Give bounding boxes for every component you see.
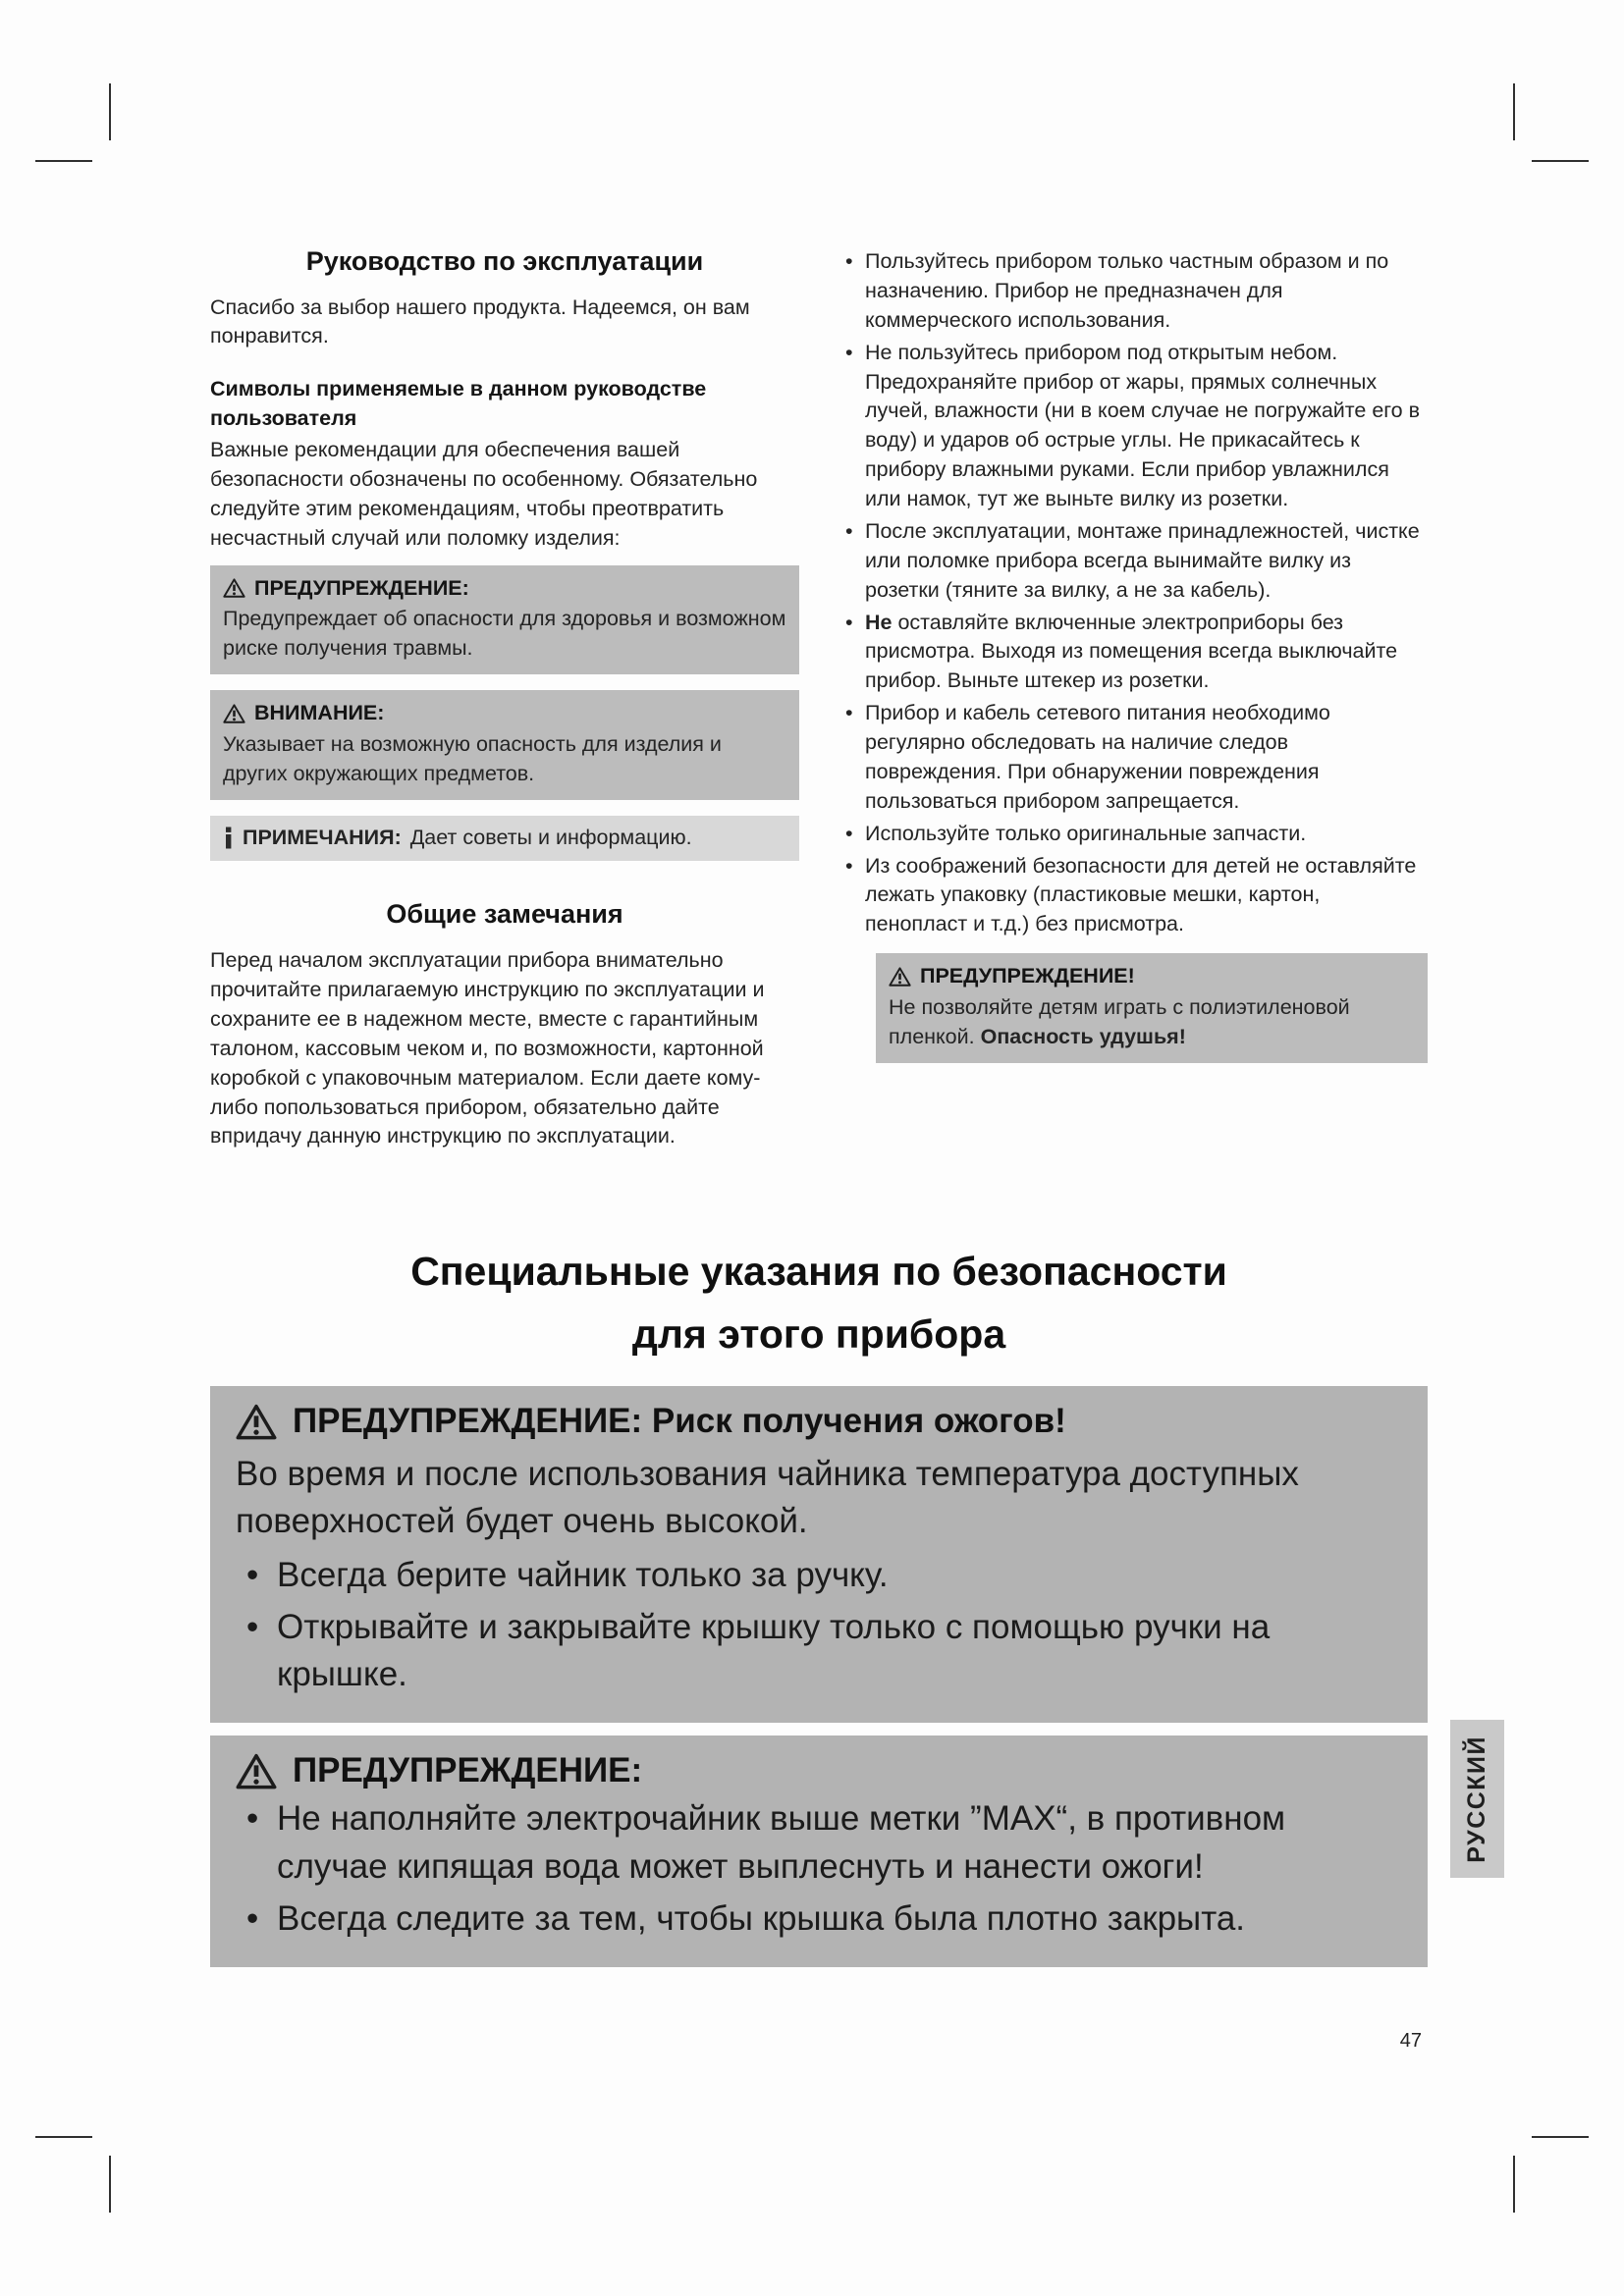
- note-box-title: ПРИМЕЧАНИЯ:: [243, 825, 402, 849]
- intro-paragraph: Спасибо за выбор нашего продукта. Надеемся, он вам понравится.: [210, 294, 750, 348]
- symbols-paragraph: Важные рекомендации для обеспечения вашей безопасности обозначены по особенному. Обязательно следуйте этим рекомендациям, чтобы преотвратить несчастный случай или поломку изделия:: [210, 438, 758, 550]
- safety-list-item: • Не пользуйтесь прибором под открытым небом. Предохраняйте прибор от жары, прямых солнечных лучей, влажности (ни в коем случае не погружайте его в воду) и ударов об острые углы. Не прикасайтесь к прибору влажными руками. Если прибор увлажнился или намок, тут же выньте вилку из розетки.: [839, 339, 1428, 514]
- language-tab-label: РУССКИЙ: [1463, 1735, 1490, 1863]
- general-remarks-paragraph: Перед началом эксплуатации прибора внимательно прочитайте прилагаемую инструкцию по эксплуатации и сохраните ее в надежном месте, вместе с гарантийным талоном, кассовым чеком и, по возможности, картонной коробкой с упаковочным материалом. Если даете кому-либо попользоваться прибором, обязательно дайте впридачу данную инструкцию по эксплуатации.: [210, 948, 765, 1148]
- warning-icon: [236, 1404, 277, 1440]
- crop-mark: [109, 2156, 111, 2213]
- suffocation-warning-title-row: [889, 962, 1415, 991]
- crop-mark: [1513, 2156, 1515, 2213]
- burn-risk-title-row: [236, 1402, 1402, 1441]
- page-number: 47: [1399, 2030, 1422, 2052]
- caution-box-text: Указывает на возможную опасность для изделия и других окружающих предметов.: [223, 732, 722, 785]
- burn-risk-item: • Всегда берите чайник только за ручку.: [236, 1552, 1402, 1599]
- warning-box-title-row: [223, 574, 786, 604]
- suffocation-warning-box: [876, 953, 1428, 1063]
- special-warning-boxes: [210, 1386, 1428, 1967]
- crop-mark: [1513, 83, 1515, 140]
- safety-list-item: • Не оставляйте включенные электроприборы без присмотра. Выходя из помещения всегда выключайте прибор. Выньте штекер из розетки.: [839, 609, 1428, 697]
- crop-mark: [35, 160, 92, 162]
- burn-risk-warning-box: [210, 1386, 1428, 1723]
- page-title: Руководство по эксплуатации: [305, 246, 704, 276]
- crop-mark: [109, 83, 111, 140]
- info-icon: [223, 827, 234, 849]
- max-fill-item: • Всегда следите за тем, чтобы крышка была плотно закрыта.: [236, 1896, 1402, 1943]
- max-fill-warning-box: [210, 1735, 1428, 1967]
- note-definition-box: [210, 816, 799, 861]
- suffocation-warning-title: ПРЕДУПРЕЖДЕНИЕ!: [920, 964, 1135, 988]
- language-tab: [1450, 1720, 1504, 1878]
- burn-risk-title: ПРЕДУПРЕЖДЕНИЕ: Риск получения ожогов!: [293, 1402, 1066, 1440]
- burn-risk-list: [236, 1552, 1402, 1699]
- symbols-heading: Символы применяемые в данном руководстве пользователя: [210, 377, 707, 431]
- warning-icon: [236, 1753, 277, 1789]
- safety-list-item: • Используйте только оригинальные запчасти.: [839, 820, 1428, 849]
- burn-risk-text: Во время и после использования чайника температура доступных поверхностей будет очень высокой.: [236, 1455, 1299, 1541]
- warning-box-text: Предупреждает об опасности для здоровья и возможном риске получения травмы.: [223, 607, 786, 661]
- warning-icon: [223, 578, 245, 598]
- max-fill-title-row: [236, 1751, 1402, 1790]
- general-remarks-heading: Общие замечания: [386, 898, 623, 929]
- crop-mark: [1532, 160, 1589, 162]
- burn-risk-item: • Открывайте и закрывайте крышку только с помощью ручки на крышке.: [236, 1604, 1402, 1699]
- warning-icon: [889, 967, 911, 987]
- special-section-title: [210, 1241, 1428, 1365]
- warning-definition-box: [210, 565, 799, 675]
- max-fill-item: • Не наполняйте электрочайник выше метки ”MAX“, в противном случае кипящая вода может выплеснуть и нанести ожоги!: [236, 1795, 1402, 1891]
- warning-box-title: ПРЕДУПРЕЖДЕНИЕ:: [254, 575, 469, 600]
- special-title-line-2: для этого прибора: [631, 1310, 1006, 1357]
- safety-list-item: • Из соображений безопасности для детей не оставляйте лежать упаковку (пластиковые мешки, картон, пенопласт и т.д.) без присмотра.: [839, 852, 1428, 940]
- safety-list-item: • После эксплуатации, монтаже принадлежностей, чистке или поломке прибора всегда вынимайте вилку из розетки (тяните за вилку, а не за кабель).: [839, 517, 1428, 606]
- caution-box-title: ВНИМАНИЕ:: [254, 701, 385, 725]
- right-column: [839, 247, 1428, 1063]
- safety-list-item: • Прибор и кабель сетевого питания необходимо регулярно обследовать на наличие следов повреждения. При обнаружении повреждения пользоваться прибором запрещается.: [839, 699, 1428, 817]
- crop-mark: [1532, 2136, 1589, 2138]
- max-fill-title: ПРЕДУПРЕЖДЕНИЕ:: [293, 1751, 643, 1790]
- general-safety-list: [839, 247, 1428, 939]
- max-fill-list: [236, 1795, 1402, 1943]
- warning-icon: [223, 704, 245, 723]
- crop-mark: [35, 2136, 92, 2138]
- suffocation-warning-text: Не позволяйте детям играть с полиэтиленовой пленкой. Опасность удушья!: [889, 995, 1350, 1048]
- left-column: [210, 243, 799, 1159]
- note-box-text: Дает советы и информацию.: [409, 825, 692, 849]
- caution-definition-box: [210, 690, 799, 800]
- special-title-line-1: Специальные указания по безопасности: [410, 1249, 1227, 1294]
- safety-list-item: • Пользуйтесь прибором только частным образом и по назначению. Прибор не предназначен для коммерческого использования.: [839, 247, 1428, 336]
- caution-box-title-row: [223, 699, 786, 728]
